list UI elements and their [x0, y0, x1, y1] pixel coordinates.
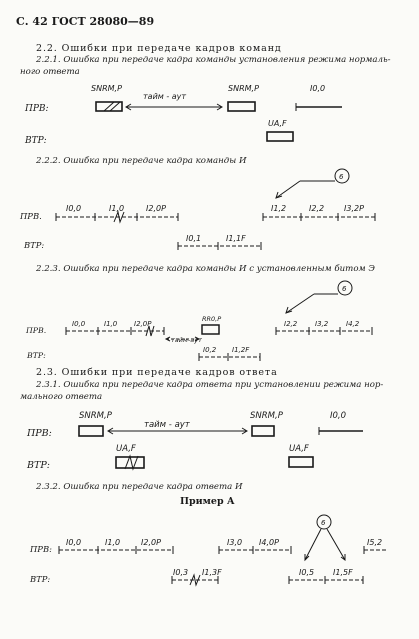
diagram-2-2-2 [56, 169, 375, 250]
subsection-2-3-2: 2.3.2. Ошибка при передаче кадра ответа И [36, 482, 243, 492]
section-2-3-title: 2.3. Ошибки при передаче кадров ответа [36, 367, 278, 378]
subsection-2-2-2: 2.2.2. Ошибка при передаче кадра команды И [36, 156, 247, 166]
d5-vtr-frame-label: I0,5 [299, 568, 315, 577]
d4-snrm2-frame [252, 426, 274, 436]
d5-prv-frame-label: I1,0 [105, 538, 121, 547]
d3-prv-frame-label: I4,2 [346, 320, 360, 328]
d4-uaf1-label: UA,F [116, 444, 136, 454]
d5-vtr-frame-label: I1,3F [202, 568, 222, 577]
d4-i00-label: I0,0 [330, 411, 347, 421]
d3-rr-frame [202, 325, 219, 334]
d2-prv-frame-label: I2,0P [146, 204, 166, 213]
d3-circle-label: 6 [342, 285, 347, 293]
d2-circle-label: 6 [339, 173, 344, 181]
d2-prv-frame-label: I0,0 [66, 204, 82, 213]
d3-vtr-frame-label: I1,2F [232, 346, 250, 354]
d1-uaf-label: UA,F [268, 119, 287, 128]
d2-prv-frame-label: I3,2P [344, 204, 364, 213]
d5-prv-frame-label: I3,0 [227, 538, 243, 547]
d2-vtr-frame-label: I0,1 [186, 234, 202, 243]
diagram-2-3-1 [79, 411, 363, 469]
d4-prv-label: ПРВ: [27, 428, 52, 439]
d1-snrm2-frame [228, 102, 255, 111]
d3-prv-frame-label: I2,0P [134, 320, 152, 328]
d2-prv-frame-label: I1,0 [109, 204, 125, 213]
example-title: Пример А [180, 496, 235, 507]
d4-uaf2-label: UA,F [289, 444, 309, 454]
d3-vtr-frame-label: I0,2 [203, 346, 217, 354]
subsection-2-3-1-line2: мального ответа [20, 392, 103, 402]
d2-vtr-label: ВТР: [24, 240, 45, 250]
diagram-2-2-3 [66, 281, 372, 361]
d2-prv-label: ПРВ. [20, 211, 42, 221]
d4-timeout-label: тайм - аут [144, 420, 190, 430]
d2-prv-frame-label: I1,2 [271, 204, 287, 213]
diagram-2-2-1 [91, 84, 342, 141]
d3-vtr-label: ВТР: [27, 351, 46, 360]
d3-timeout-label: тайм-аут [171, 336, 202, 344]
d3-prv-frame-label: I3,2 [315, 320, 329, 328]
d5-vtr-label: ВТР: [30, 574, 51, 584]
d5-vtr-frame-label: I0,3 [173, 568, 189, 577]
d2-error-mark [114, 212, 124, 222]
d2-vtr-frame-label: I1,1F [226, 234, 246, 243]
d1-prv-label: ПРВ: [25, 104, 49, 114]
d5-prv-frame-label: I4,0P [259, 538, 279, 547]
d4-vtr-label: ВТР: [27, 460, 50, 471]
d3-prv-label: ПРВ. [26, 326, 47, 335]
section-2-2-title: 2.2. Ошибки при передаче кадров команд [36, 43, 282, 54]
d5-prv-frame-label: I2,0P [141, 538, 161, 547]
d3-rr-label: RR0,P [202, 315, 222, 323]
d1-snrm1-error-slash [104, 102, 114, 111]
d4-snrm2-label: SNRM,P [250, 411, 283, 421]
subsection-2-2-1-line1: 2.2.1. Ошибка при передаче кадра команды установления режима нормаль- [36, 55, 391, 65]
d3-pointer-arrow [286, 294, 314, 313]
d1-timeout-label: тайм - аут [143, 92, 187, 101]
d3-prv-frame-label: I0,0 [72, 320, 86, 328]
d1-vtr-label: ВТР: [25, 136, 47, 146]
d4-error-mark [125, 456, 138, 469]
d5-prv-frame-label: I0,0 [66, 538, 82, 547]
d5-pointer-right [327, 529, 345, 560]
d2-pointer-arrow [276, 181, 300, 198]
page-number: С. 42 [16, 15, 48, 28]
subsection-2-2-3: 2.2.3. Ошибка при передаче кадра команды И с установленным битом Э [36, 264, 375, 274]
d5-vtr-frame-label: I1,5F [333, 568, 353, 577]
d1-snrm1-error-slash [110, 102, 120, 111]
d4-snrm1-label: SNRM,P [79, 411, 112, 421]
d5-error-mark [190, 575, 200, 585]
d1-snrm2-label: SNRM,P [228, 84, 259, 93]
d5-prv-frame-label: I5,2 [367, 538, 383, 547]
d5-circle-label: 6 [321, 519, 326, 527]
d4-uaf2-frame [289, 457, 313, 467]
d3-prv-frame-label: I2,2 [284, 320, 298, 328]
d2-prv-frame-label: I2,2 [309, 204, 325, 213]
subsection-2-2-1-line2: ного ответа [20, 67, 80, 77]
d5-pointer-left [305, 529, 321, 560]
diagram-2-3-2 [59, 515, 388, 585]
d1-uaf-frame [267, 132, 293, 141]
standard-code: ГОСТ 28080—89 [51, 15, 155, 28]
d4-uaf1-frame [116, 457, 144, 468]
d1-snrm1-label: SNRM,P [91, 84, 122, 93]
d1-i00-label: I0,0 [310, 84, 326, 93]
subsection-2-3-1-line1: 2.3.1. Ошибка при передаче кадра ответа при установлении режима нор- [36, 380, 384, 390]
d5-prv-label: ПРВ: [30, 544, 52, 554]
d3-prv-frame-label: I1,0 [104, 320, 118, 328]
d4-snrm1-frame [79, 426, 103, 436]
